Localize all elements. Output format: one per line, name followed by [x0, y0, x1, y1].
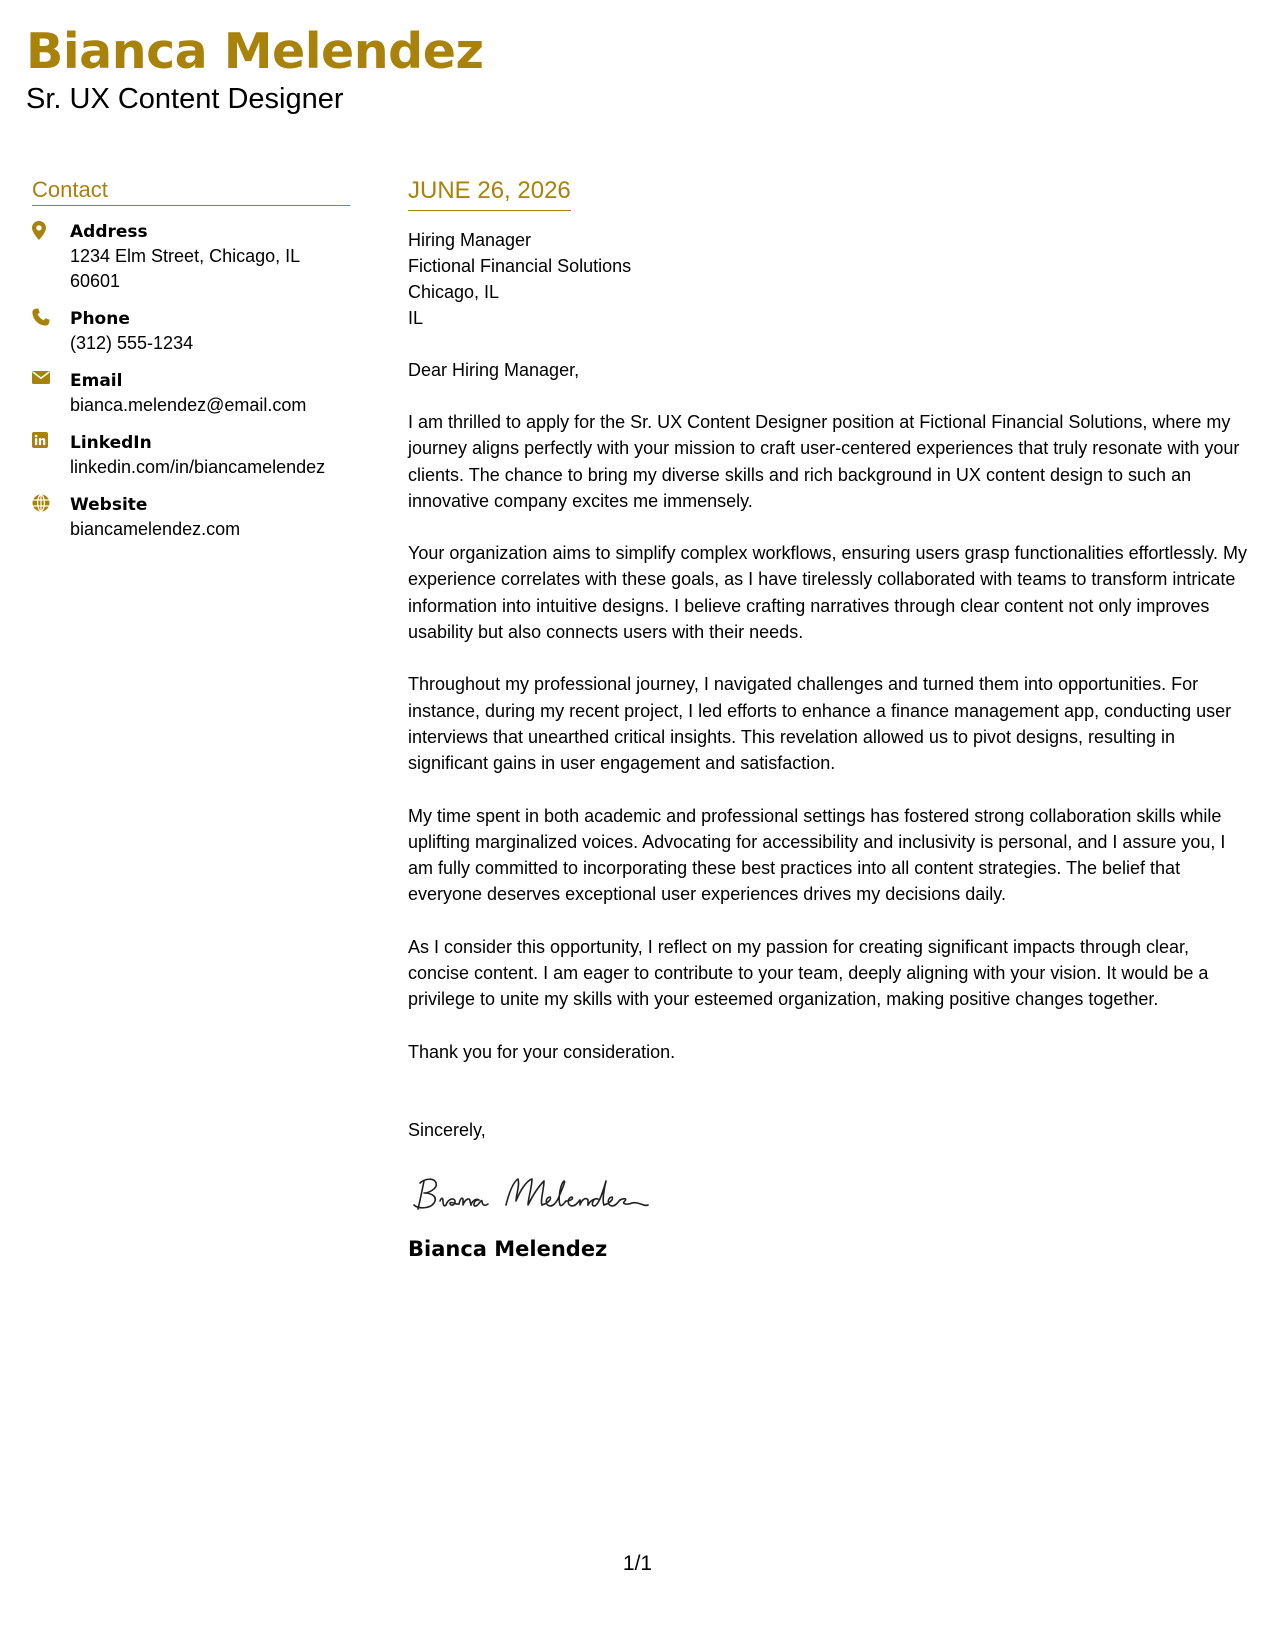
contact-label: Address — [70, 222, 148, 242]
contact-item-email — [32, 369, 350, 418]
website-value: biancamelendez.com — [70, 519, 241, 539]
contact-label: Phone — [70, 309, 130, 329]
phone-icon — [32, 307, 70, 328]
paragraph: Your organization aims to simplify complex workflows, ensuring users grasp functionalities effortlessly. My experience correlates with these goals, as I have tirelessly collaborated with teams to transform intricate information into intuitive designs. I believe crafting narratives through clear content not only improves usability but also connects users with their needs. — [408, 543, 1248, 643]
contact-label: Website — [70, 495, 148, 515]
map-pin-icon — [32, 220, 70, 241]
contact-item-address — [32, 220, 350, 294]
paragraph: Throughout my professional journey, I navigated challenges and turned them into opportunities. For instance, during my recent project, I led efforts to enhance a finance management app, conducting user interviews that unearthed critical insights. This revelation allowed us to pivot designs, resulting in significant gains in user engagement and satisfaction. — [408, 674, 1232, 774]
contact-item-linkedin — [32, 431, 350, 480]
email-value: bianca.melendez@email.com — [70, 395, 307, 415]
contact-item-phone — [32, 307, 350, 356]
applicant-name: Bianca Melendez — [26, 23, 484, 80]
signer-name: Bianca Melendez — [408, 1236, 608, 1261]
signoff: Sincerely, — [408, 1119, 486, 1140]
page-number: 1/1 — [622, 1552, 653, 1575]
contact-label: Email — [70, 371, 123, 391]
handwritten-signature — [408, 1171, 1248, 1221]
letter-header — [26, 24, 484, 116]
recipient-name: Hiring Manager — [408, 230, 532, 250]
recipient-company: Fictional Financial Solutions — [408, 256, 632, 276]
address-value: 1234 Elm Street, Chicago, IL 60601 — [70, 246, 300, 291]
contact-sidebar — [32, 176, 350, 555]
letter-date: JUNE 26, 2026 — [408, 176, 571, 211]
paragraph: I am thrilled to apply for the Sr. UX Content Designer position at Fictional Financial Solutions, where my journey aligns perfectly with your mission to craft user-centered experiences that truly resonate with your clients. The chance to bring my diverse skills and rich background in UX content design to such an innovative company excites me immensely. — [408, 412, 1240, 511]
salutation: Dear Hiring Manager, — [408, 360, 580, 380]
applicant-title: Sr. UX Content Designer — [26, 83, 344, 115]
phone-value: (312) 555-1234 — [70, 333, 194, 353]
paragraph: As I consider this opportunity, I reflect on my passion for creating significant impacts through clear, concise content. I am eager to contribute to your team, deeply aligning with your vision. It would be a privilege to unite my skills with your esteemed organization, making positive changes together. — [408, 936, 1209, 1010]
letter-body — [408, 176, 1248, 1263]
linkedin-icon — [32, 431, 70, 452]
contact-label: LinkedIn — [70, 433, 152, 453]
recipient-city: Chicago, IL — [408, 282, 500, 302]
envelope-icon — [32, 369, 70, 390]
globe-icon — [32, 493, 70, 514]
recipient-state: IL — [408, 308, 424, 328]
linkedin-value: linkedin.com/in/biancamelendez — [70, 457, 326, 477]
closing-thanks: Thank you for your consideration. — [408, 1041, 676, 1062]
contact-item-website — [32, 493, 350, 542]
contact-heading: Contact — [32, 176, 350, 206]
recipient-block — [408, 227, 1248, 331]
paragraph: My time spent in both academic and professional settings has fostered strong collaboration skills while uplifting marginalized voices. Advocating for accessibility and inclusivity is personal, and I assure you, I am fully committed to incorporating these best practices into all content strategies. The belief that everyone deserves exceptional user experiences drives my decisions daily. — [408, 805, 1226, 905]
